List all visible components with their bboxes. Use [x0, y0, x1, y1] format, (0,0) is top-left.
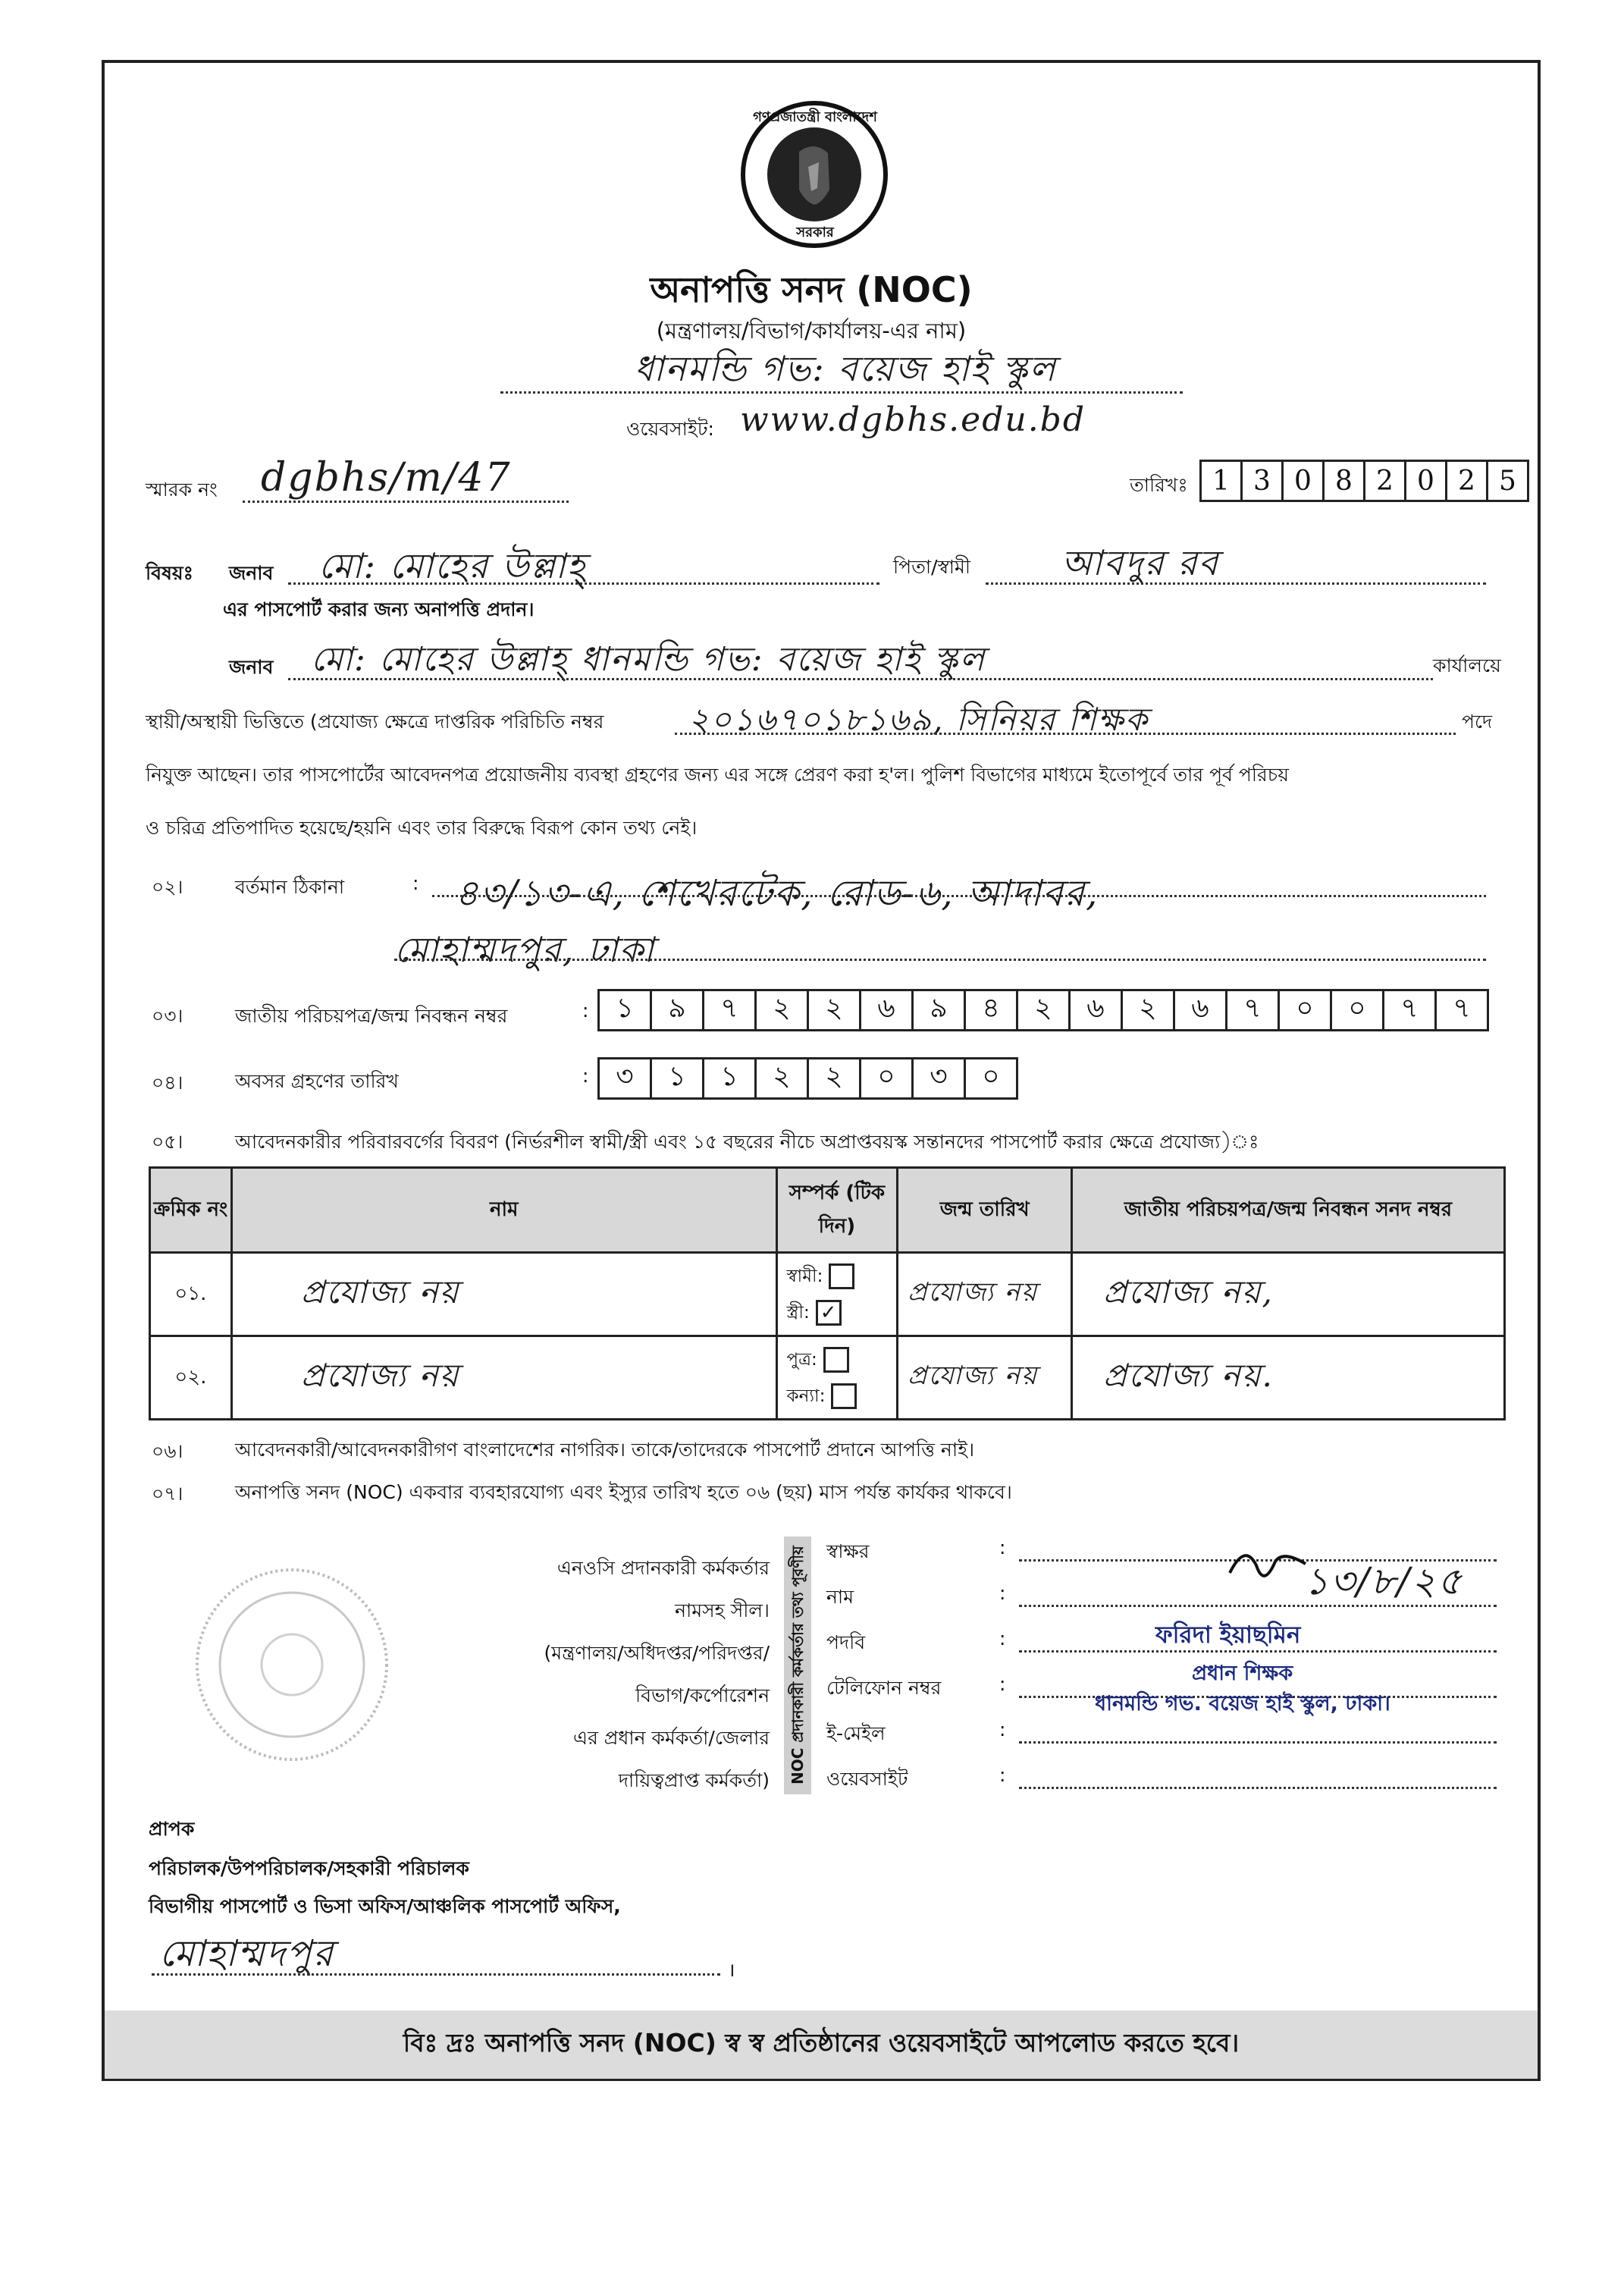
- date-digit-box: 8: [1322, 460, 1365, 502]
- office-name-handwritten: ধানমন্ডি গভ: বয়েজ হাই স্কুল: [634, 348, 1057, 389]
- row-nid: প্রযোজ্য নয়.: [1072, 1336, 1505, 1420]
- applicant-name-line: [288, 582, 879, 585]
- nid-digit-box: ০: [1278, 989, 1332, 1031]
- retire-digit-box: ৩: [597, 1057, 652, 1100]
- address-line2: মোহাম্মদপুর, ঢাকা: [394, 929, 656, 970]
- website-value: www.dgbhs.edu.bd: [740, 400, 1086, 439]
- recipient-end: ।: [728, 1959, 735, 1981]
- address-dotline1: [432, 895, 1486, 897]
- officer-desc-line: নামসহ সীল।: [675, 1599, 770, 1621]
- id-post-line: [675, 733, 1456, 735]
- nid-digit-box: ১: [597, 989, 652, 1031]
- date-digit-box: 5: [1486, 460, 1529, 502]
- family-table: [149, 1166, 1506, 1420]
- officer-field-label: টেলিফোন নম্বর: [826, 1677, 942, 1699]
- address-line1: ৪৩/১৩-এ, শেখেরটেক, রোড-৬, আদাবর,: [455, 872, 1099, 915]
- officer-field-line[interactable]: [1019, 1787, 1497, 1789]
- date-digit-box: 3: [1240, 460, 1284, 502]
- citizen-num: ০৬।: [152, 1440, 183, 1462]
- validity-text: অনাপত্তি সনদ (NOC) একবার ব্যবহারযোগ্য এবং ইস্যুর তারিখ হতে ০৬ (ছয়) মাস পর্যন্ত কার্যকর থাকবে।: [235, 1481, 1012, 1503]
- recipient-label: প্রাপক: [149, 1818, 195, 1840]
- retire-num: ০৪।: [152, 1072, 183, 1094]
- date-digit-box: 1: [1199, 460, 1243, 502]
- ref-label: স্মারক নং: [146, 479, 218, 501]
- date-label: তারিখঃ: [1130, 474, 1188, 496]
- date-digit-box: 0: [1404, 460, 1447, 502]
- officer-field-label: পদবি: [826, 1631, 866, 1653]
- post-suffix: পদে: [1462, 711, 1493, 733]
- row-serial: ০২.: [150, 1336, 232, 1420]
- officer-field-line[interactable]: [1019, 1741, 1497, 1744]
- nid-digit-box: ৯: [650, 989, 704, 1031]
- nid-digit-box: ৯: [911, 989, 966, 1031]
- retire-colon: :: [582, 1065, 589, 1087]
- seal-bottom-text: সরকার: [796, 224, 834, 240]
- nid-digit-box: ২: [754, 989, 809, 1031]
- page-subtitle: (মন্ত্রণালয়/বিভাগ/কার্যালয়-এর নাম): [656, 318, 967, 344]
- officer-desc-line: এর প্রধান কর্মকর্তা/জেলার: [573, 1727, 770, 1749]
- nid-digit-box: ০: [1330, 989, 1384, 1031]
- row-relation: [776, 1253, 898, 1336]
- officer-field-label: ওয়েবসাইট: [826, 1768, 908, 1790]
- website-label: ওয়েবসাইট:: [626, 418, 714, 440]
- row-dob: প্রযোজ্য নয়: [898, 1336, 1072, 1420]
- officer-field-colon: :: [999, 1582, 1006, 1604]
- retire-digit-box: ১: [702, 1057, 757, 1100]
- ref-line: [243, 501, 569, 503]
- officer-field-label: নাম: [826, 1586, 854, 1608]
- para-line2: ও চরিত্র প্রতিপাদিত হয়েছে/হয়নি এবং তার বিরুদ্ধে বিরূপ কোন তথ্য নেই।: [146, 817, 698, 839]
- nid-digit-box: ৭: [1382, 989, 1437, 1031]
- stamp-org: ধানমন্ডি গভ. বয়েজ হাই স্কুল, ঢাকা।: [1095, 1692, 1390, 1715]
- date-digit-box: 2: [1363, 460, 1406, 502]
- nid-digit-box: ৭: [1225, 989, 1280, 1031]
- nid-digit-box: ৪: [964, 989, 1018, 1031]
- officer-field-colon: :: [999, 1537, 1006, 1558]
- relation-b-checkbox[interactable]: ✓: [816, 1300, 842, 1326]
- family-num: ০৫।: [152, 1131, 183, 1153]
- officer-field-label: স্বাক্ষর: [826, 1540, 870, 1562]
- nid-num: ০৩।: [152, 1005, 183, 1027]
- nid-colon: :: [582, 1000, 589, 1022]
- nid-digit-box: ৬: [1173, 989, 1227, 1031]
- seal-ring-text: গণপ্রজাতন্ত্রী বাংলাদেশ: [753, 109, 877, 125]
- date-digit-box: 2: [1445, 460, 1488, 502]
- nid-digit-box: ২: [807, 989, 861, 1031]
- signature-date: ১৩/৮/২৫: [1304, 1559, 1464, 1603]
- address-num: ০২।: [152, 876, 183, 898]
- table-row: [150, 1253, 1505, 1336]
- officer-info-band: NOC প্রদানকারী কর্মকর্তার তথ্য পূরণীয়: [784, 1537, 811, 1794]
- nid-digit-box: ৭: [1434, 989, 1489, 1031]
- retire-digit-box: ০: [859, 1057, 914, 1100]
- nid-label: জাতীয় পরিচয়পত্র/জন্ম নিবন্ধন নম্বর: [235, 1005, 508, 1027]
- father-name: আবদুর রব: [1061, 542, 1220, 583]
- officer-field-colon: :: [999, 1628, 1006, 1650]
- relation-a-checkbox[interactable]: [829, 1263, 854, 1289]
- id-and-post: ২০১৬৭০১৮১৬৯, সিনিয়র শিক্ষক: [688, 701, 1149, 738]
- nid-digit-box: ২: [1121, 989, 1175, 1031]
- validity-num: ০৭।: [152, 1483, 183, 1505]
- nid-digit-box: ৬: [1068, 989, 1123, 1031]
- father-label: পিতা/স্বামী: [893, 556, 971, 578]
- relation-b-checkbox[interactable]: [831, 1383, 857, 1409]
- stamp-name: ফরিদা ইয়াছমিন: [1155, 1621, 1301, 1649]
- body-janab: জনাব: [229, 656, 274, 678]
- row-nid: প্রযোজ্য নয়,: [1072, 1253, 1505, 1336]
- body-name-line: [288, 678, 1433, 680]
- nid-digit-box: ৭: [702, 989, 757, 1031]
- retire-label: অবসর গ্রহণের তারিখ: [235, 1070, 399, 1092]
- officer-desc-line: (মন্ত্রণালয়/অধিদপ্তর/পরিদপ্তর/: [544, 1642, 770, 1664]
- relation-a-label: স্বামী:: [786, 1266, 823, 1286]
- applicant-name: মো: মোহের উল্লাহ্: [318, 545, 587, 586]
- subject-janab: জনাব: [229, 562, 274, 584]
- officer-signature: [1222, 1535, 1313, 1596]
- header-relation: সম্পর্ক (টিক দিন): [776, 1168, 898, 1253]
- stamp-title: প্রধান শিক্ষক: [1192, 1662, 1293, 1685]
- header-dob: জন্ম তারিখ: [898, 1168, 1072, 1253]
- relation-b-label: স্ত্রী:: [786, 1302, 810, 1323]
- officer-desc-line: দায়িত্বপ্রাপ্ত কর্মকর্তা): [618, 1769, 770, 1791]
- retire-digit-box: ০: [964, 1057, 1018, 1100]
- nid-digit-box: ৬: [859, 989, 914, 1031]
- officer-field-colon: :: [999, 1719, 1006, 1741]
- address-colon: :: [412, 872, 419, 894]
- recipient-line1: পরিচালক/উপপরিচালক/সহকারী পরিচালক: [149, 1857, 469, 1879]
- officer-desc-line: বিভাগ/কর্পোরেশন: [635, 1684, 770, 1706]
- relation-b-label: কন্যা:: [786, 1386, 826, 1406]
- footer-note: বিঃ দ্রঃ অনাপত্তি সনদ (NOC) স্ব স্ব প্রতিষ্ঠানের ওয়েবসাইটে আপলোড করতে হবে।: [105, 2010, 1538, 2079]
- perm-prefix: স্থায়ী/অস্থায়ী ভিত্তিতে (প্রযোজ্য ক্ষেত্রে দাপ্তরিক পরিচিতি নম্বর: [146, 711, 604, 733]
- recipient-line: [152, 1973, 720, 1976]
- header-serial: ক্রমিক নং: [150, 1168, 232, 1253]
- page-title: অনাপত্তি সনদ (NOC): [650, 269, 973, 310]
- office-suffix: কার্যালয়ে: [1433, 654, 1501, 676]
- retire-digit-box: ৩: [911, 1057, 966, 1100]
- table-row: [150, 1336, 1505, 1420]
- para-line1: নিযুক্ত আছেন। তার পাসপোর্টের আবেদনপত্র প্রয়োজনীয় ব্যবস্থা গ্রহণের জন্য এর সঙ্গে প্রেরণ করা হ'ল। পুলিশ বিভাগের মাধ্যমে ইতোপূর্বে তার পূর্ব পরিচয়: [146, 764, 1290, 786]
- family-label: আবেদনকারীর পরিবারবর্গের বিবরণ (নির্ভরশীল স্বামী/স্ত্রী এবং ১৫ বছরের নীচে অপ্রাপ্তবয়স্ক সন্তানদের পাসপোর্ট করার ক্ষেত্রে প্রযোজ্য)ঃ: [235, 1131, 1259, 1153]
- header-name: নাম: [231, 1168, 776, 1253]
- row-dob: প্রযোজ্য নয়: [898, 1253, 1072, 1336]
- officer-field-colon: :: [999, 1673, 1006, 1695]
- office-seal-icon: [190, 1562, 394, 1767]
- address-label: বর্তমান ঠিকানা: [235, 876, 345, 898]
- row-name: প্রযোজ্য নয়: [231, 1253, 776, 1336]
- nid-digit-box: ২: [1016, 989, 1071, 1031]
- office-name-line: [500, 391, 1183, 394]
- body-name-office: মো: মোহের উল্লাহ্ ধানমন্ডি গভ: বয়েজ হাই স্কুল: [311, 640, 986, 679]
- row-serial: ০১.: [150, 1253, 232, 1336]
- row-name: প্রযোজ্য নয়: [231, 1336, 776, 1420]
- retire-digit-box: ১: [650, 1057, 704, 1100]
- father-name-line: [986, 582, 1486, 585]
- recipient-line2: বিভাগীয় পাসপোর্ট ও ভিসা অফিস/আঞ্চলিক পাসপোর্ট অফিস,: [149, 1895, 621, 1917]
- citizen-text: আবেদনকারী/আবেদনকারীগণ বাংলাদেশের নাগরিক। তাকে/তাদেরকে পাসপোর্ট প্রদানে আপত্তি নাই।: [235, 1439, 975, 1461]
- address-dotline2: [394, 959, 1486, 961]
- date-digit-box: 0: [1281, 460, 1325, 502]
- retire-digit-box: ২: [807, 1057, 861, 1100]
- row-relation: [776, 1336, 898, 1420]
- officer-field-label: ই-মেইল: [826, 1722, 886, 1744]
- officer-desc-line: এনওসি প্রদানকারী কর্মকর্তার: [556, 1557, 770, 1579]
- recipient-handwritten: মোহাম্মদপুর: [159, 1932, 335, 1975]
- relation-a-checkbox[interactable]: [823, 1347, 849, 1373]
- family-table-header: [150, 1168, 1505, 1253]
- retire-digit-box: ২: [754, 1057, 809, 1100]
- relation-a-label: পুত্র:: [786, 1349, 817, 1370]
- header-nid: জাতীয় পরিচয়পত্র/জন্ম নিবন্ধন সনদ নম্বর: [1072, 1168, 1505, 1253]
- subject-line2: এর পাসপোর্ট করার জন্য অনাপত্তি প্রদান।: [223, 598, 535, 620]
- subject-label: বিষয়ঃ: [146, 562, 193, 584]
- officer-field-colon: :: [999, 1764, 1006, 1786]
- ref-value: dgbhs/m/47: [261, 455, 512, 501]
